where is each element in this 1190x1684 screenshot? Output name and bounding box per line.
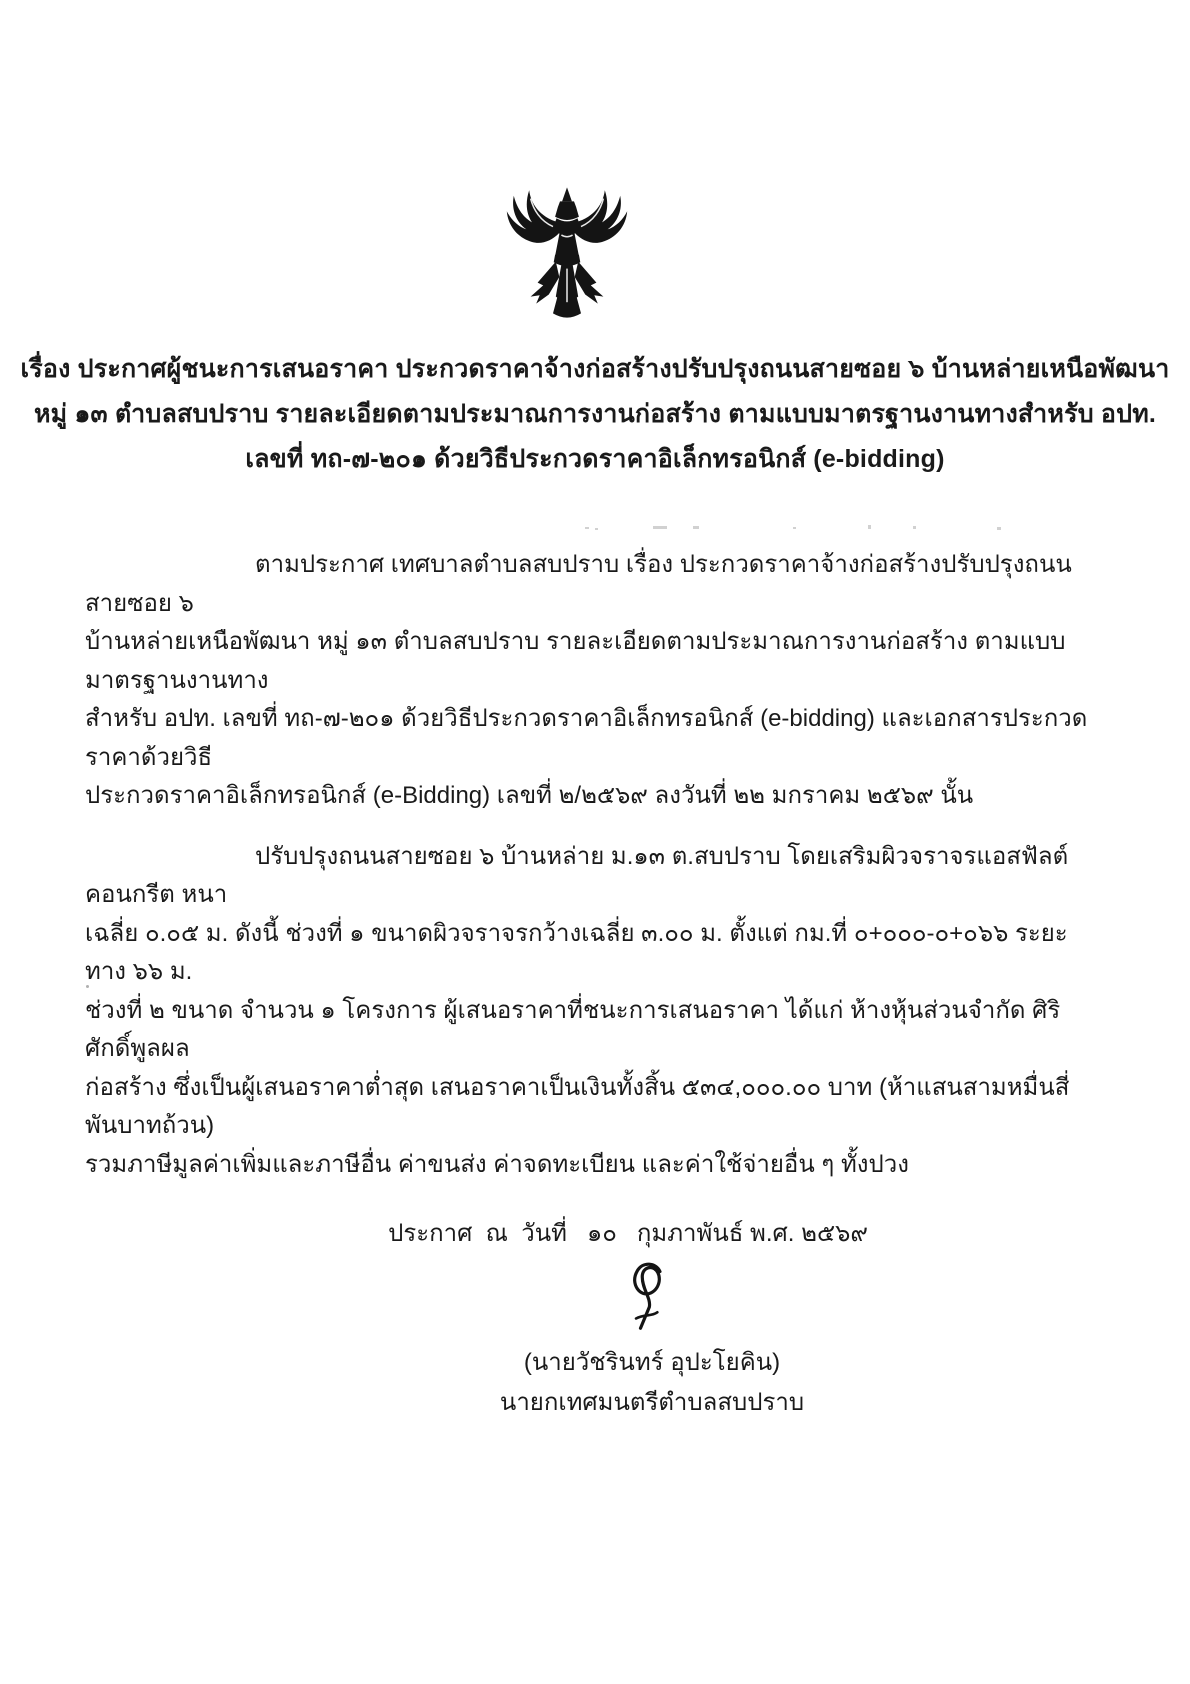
paragraph-line: ประกวดราคาอิเล็กทรอนิกส์ (e-Bidding) เลขที่ ๒/๒๕๖๙ ลงวันที่ ๒๒ มกราคม ๒๕๖๙ นั้น: [85, 782, 974, 809]
signatory-position: นายกเทศมนตรีตำบลสบปราบ: [499, 1389, 805, 1416]
scan-artifact: [585, 524, 1010, 532]
title-line: หมู่ ๑๓ ตำบลสบปราบ รายละเอียดตามประมาณการงานก่อสร้าง ตามแบบมาตรฐานงานทางสำหรับ อปท.: [33, 400, 1157, 428]
paragraph-2: [85, 838, 1100, 1185]
paragraph-line: ช่วงที่ ๒ ขนาด จำนวน ๑ โครงการ ผู้เสนอราคาที่ชนะการเสนอราคา ได้แก่ ห้างหุ้นส่วนจำกัด ศิริศักดิ์พูลผล: [85, 996, 1061, 1062]
garuda-emblem-icon: [497, 186, 637, 333]
signature-block: [57, 1259, 1190, 1423]
title-line: เรื่อง ประกาศผู้ชนะการเสนอราคา ประกวดราคาจ้างก่อสร้างปรับปรุงถนนสายซอย ๖ บ้านหล่ายเหนือพัฒนา: [20, 355, 1170, 383]
title-line: เลขที่ ทถ-๗-๒๐๑ ด้วยวิธีประกวดราคาอิเล็กทรอนิกส์ (e-bidding): [245, 445, 945, 473]
document-title: [0, 347, 1190, 482]
paragraph-1: [85, 546, 1100, 816]
paragraph-line: สำหรับ อปท. เลขที่ ทถ-๗-๒๐๑ ด้วยวิธีประกวดราคาอิเล็กทรอนิกส์ (e-bidding) และเอกสารประกวดราคาด้วยวิธี: [85, 705, 1088, 771]
announcement-date-line: ประกาศ ณ วันที่ ๑๐ กุมภาพันธ์ พ.ศ. ๒๕๖๙: [388, 1220, 868, 1247]
handwritten-signature-icon: [57, 1259, 1190, 1343]
paragraph-line: เฉลี่ย ๐.๐๕ ม. ดังนี้ ช่วงที่ ๑ ขนาดผิวจราจรกว้างเฉลี่ย ๓.๐๐ ม. ตั้งแต่ กม.ที่ ๐+๐๐๐-๐+๐๖๖ ระยะทาง ๖๖ ม.: [85, 919, 1068, 985]
paragraph-line: ก่อสร้าง ซึ่งเป็นผู้เสนอราคาต่ำสุด เสนอราคาเป็นเงินทั้งสิ้น ๕๓๔,๐๐๐.๐๐ บาท (ห้าแสนสามหมื่นสี่พันบาทถ้วน): [85, 1073, 1070, 1139]
scan-dot-artifact: [86, 985, 89, 988]
paragraph-line: ตามประกาศ เทศบาลตำบลสบปราบ เรื่อง ประกวดราคาจ้างก่อสร้างปรับปรุงถนนสายซอย ๖: [85, 551, 1072, 617]
paragraph-line: ปรับปรุงถนนสายซอย ๖ บ้านหล่าย ม.๑๓ ต.สบปราบ โดยเสริมผิวจราจรแอสฟัลต์คอนกรีต หนา: [85, 842, 1069, 908]
paragraph-line: รวมภาษีมูลค่าเพิ่มและภาษีอื่น ค่าขนส่ง ค่าจดทะเบียน และค่าใช้จ่ายอื่น ๆ ทั้งปวง: [85, 1150, 909, 1178]
signatory-name: (นายวัชรินทร์ อุปะโยคิน): [523, 1349, 781, 1376]
paragraph-line: บ้านหล่ายเหนือพัฒนา หมู่ ๑๓ ตำบลสบปราบ รายละเอียดตามประมาณการงานก่อสร้าง ตามแบบมาตรฐานงานทาง: [85, 628, 1066, 694]
